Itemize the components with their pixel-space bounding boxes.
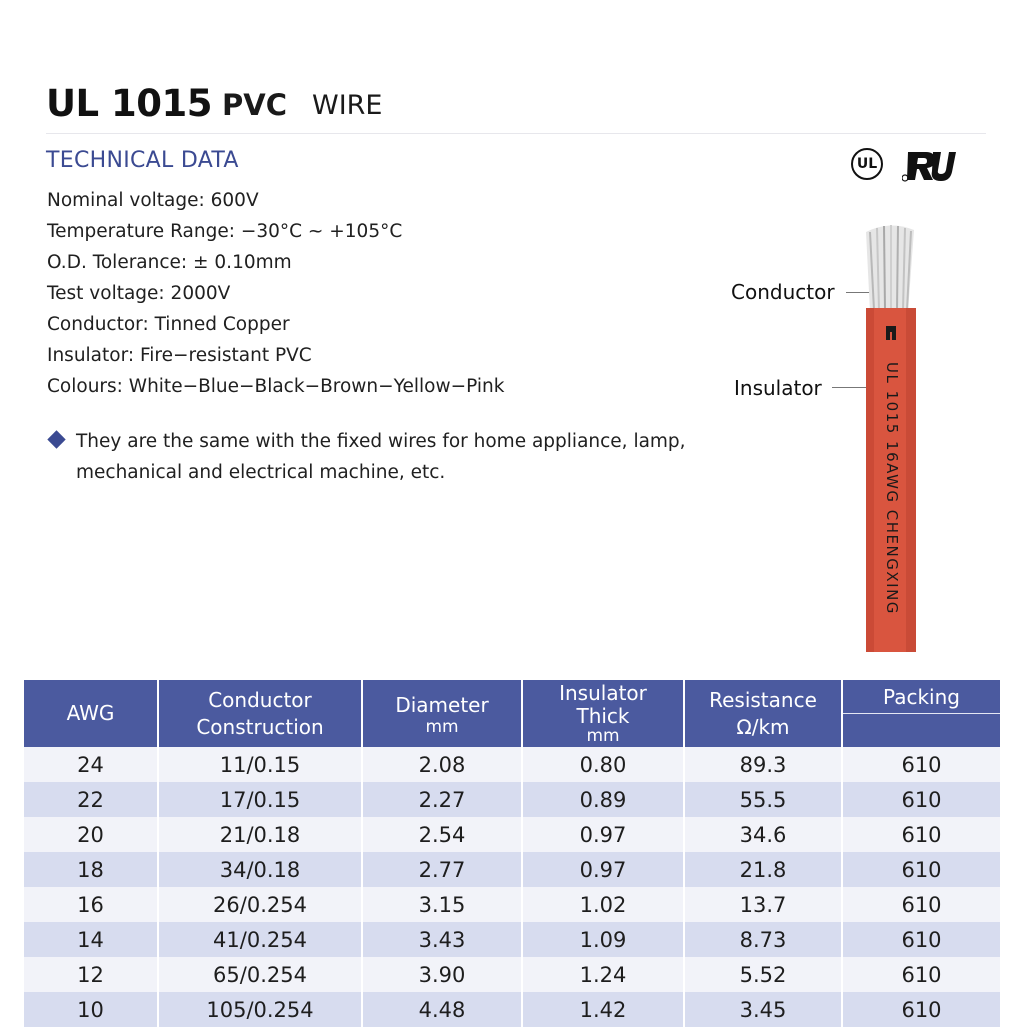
cell-resistance: 3.45 (684, 992, 842, 1027)
column-header-text: Conductor (208, 687, 312, 712)
table-row (24, 922, 1000, 957)
cell-construction: 65/0.254 (158, 957, 362, 992)
cell-diameter: 2.77 (362, 852, 522, 887)
cell-diameter: 2.54 (362, 817, 522, 852)
cell-construction: 21/0.18 (158, 817, 362, 852)
page-title-pvc: PVC (222, 88, 287, 122)
column-header-packing (842, 680, 1000, 747)
column-header-text: Packing (883, 685, 960, 709)
cell-packing: 610 (842, 887, 1000, 922)
cell-diameter: 3.43 (362, 922, 522, 957)
table-row (24, 957, 1000, 992)
cell-diameter: 2.27 (362, 782, 522, 817)
spec-temperature-range: Temperature Range: −30°C ~ +105°C (47, 221, 403, 242)
copper-strands (866, 225, 914, 312)
column-header-text: Thick (576, 704, 630, 728)
spec-nominal-voltage: Nominal voltage: 600V (47, 190, 259, 211)
cell-construction: 17/0.15 (158, 782, 362, 817)
cell-resistance: 55.5 (684, 782, 842, 817)
page-title: UL 1015 (46, 82, 212, 125)
cell-awg: 18 (24, 852, 158, 887)
cell-construction: 34/0.18 (158, 852, 362, 887)
column-header-text: Construction (196, 714, 324, 739)
ul-recognized-component-icon (902, 148, 956, 184)
cell-thick: 1.02 (522, 887, 684, 922)
cell-thick: 0.80 (522, 747, 684, 782)
column-header-text: Insulator (559, 681, 647, 705)
cell-resistance: 13.7 (684, 887, 842, 922)
cell-packing: 610 (842, 957, 1000, 992)
column-header-awg: AWG (24, 680, 158, 747)
spec-list (47, 187, 504, 404)
table-row (24, 887, 1000, 922)
cable-illustration (860, 222, 920, 652)
spec-insulator: Insulator: Fire−resistant PVC (47, 345, 312, 366)
column-header-resistance (684, 680, 842, 747)
cell-packing: 610 (842, 747, 1000, 782)
column-header-unit: mm (425, 716, 459, 737)
cell-thick: 0.97 (522, 852, 684, 887)
spec-table (24, 680, 1000, 1027)
table-row (24, 782, 1000, 817)
column-header-text: Diameter (395, 692, 489, 717)
table-row (24, 992, 1000, 1027)
cell-resistance: 34.6 (684, 817, 842, 852)
application-note-text: They are the same with the fixed wires for home appliance, lamp, mechanical and electrical machine, etc. (76, 431, 686, 483)
table-row (24, 852, 1000, 887)
insulator-label: Insulator (734, 376, 822, 400)
cell-construction: 105/0.254 (158, 992, 362, 1027)
column-header-insulator-thick (522, 680, 684, 747)
header-divider-line (843, 713, 1000, 714)
cell-awg: 20 (24, 817, 158, 852)
cell-thick: 1.09 (522, 922, 684, 957)
cell-resistance: 89.3 (684, 747, 842, 782)
cell-awg: 16 (24, 887, 158, 922)
cell-diameter: 2.08 (362, 747, 522, 782)
column-header-unit: mm (586, 726, 620, 746)
spec-colours: Colours: White−Blue−Black−Brown−Yellow−Pink (47, 376, 505, 397)
header-divider (46, 133, 986, 134)
spec-conductor: Conductor: Tinned Copper (47, 314, 290, 335)
cell-awg: 14 (24, 922, 158, 957)
table-header-row (24, 680, 1000, 747)
cell-resistance: 8.73 (684, 922, 842, 957)
cell-construction: 11/0.15 (158, 747, 362, 782)
table-row (24, 747, 1000, 782)
table-row (24, 817, 1000, 852)
column-header-text: Resistance (709, 687, 817, 712)
cell-awg: 22 (24, 782, 158, 817)
cell-packing: 610 (842, 922, 1000, 957)
cell-diameter: 4.48 (362, 992, 522, 1027)
technical-data-heading: TECHNICAL DATA (46, 148, 239, 173)
cell-packing: 610 (842, 992, 1000, 1027)
cell-thick: 0.97 (522, 817, 684, 852)
cell-diameter: 3.90 (362, 957, 522, 992)
page-title-wire: WIRE (312, 90, 383, 121)
cell-packing: 610 (842, 782, 1000, 817)
spec-od-tolerance: O.D. Tolerance: ± 0.10mm (47, 252, 292, 273)
cell-packing: 610 (842, 817, 1000, 852)
cell-resistance: 21.8 (684, 852, 842, 887)
cell-thick: 0.89 (522, 782, 684, 817)
spec-test-voltage: Test voltage: 2000V (47, 283, 231, 304)
cell-diameter: 3.15 (362, 887, 522, 922)
conductor-label: Conductor (731, 280, 835, 304)
cell-construction: 41/0.254 (158, 922, 362, 957)
application-note (48, 426, 688, 488)
cell-thick: 1.42 (522, 992, 684, 1027)
column-header-conductor-construction (158, 680, 362, 747)
cell-awg: 10 (24, 992, 158, 1027)
cell-construction: 26/0.254 (158, 887, 362, 922)
cell-thick: 1.24 (522, 957, 684, 992)
cell-awg: 24 (24, 747, 158, 782)
cable-print-text: UL 1015 16AWG CHENGXING (883, 362, 901, 615)
cell-resistance: 5.52 (684, 957, 842, 992)
column-header-unit: Ω/km (736, 714, 790, 739)
cell-packing: 610 (842, 852, 1000, 887)
column-header-diameter (362, 680, 522, 747)
cell-awg: 12 (24, 957, 158, 992)
ul-listed-icon: UL (851, 148, 883, 180)
